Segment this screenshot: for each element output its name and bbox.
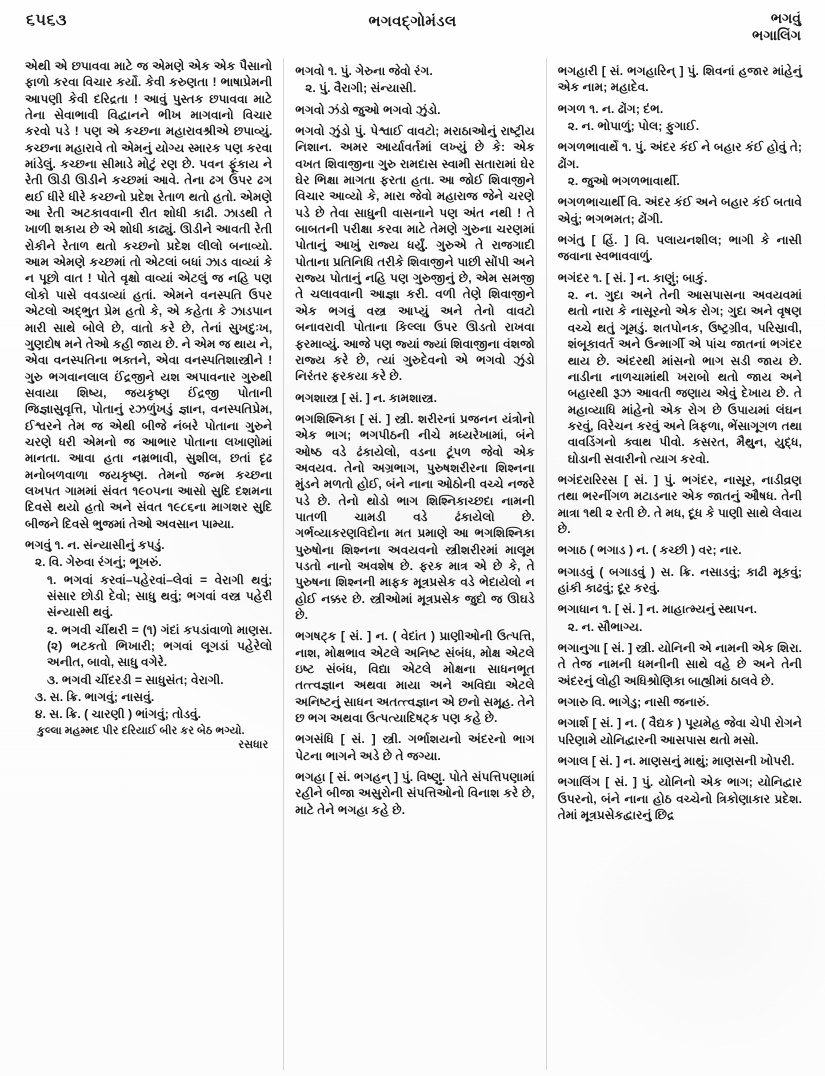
entry-sense: ૨. ન. ગુદા અને તેની આસપાસના અવયવમાં થતો નારા કે નાસૂરનો એક રોગ; ગુદા અને વૃષણ વચ્ચે થતું ગૂમડું. શતપોનક, ઉષ્ટ્રગ્રીવ, પરિસ્રાવી, શંબૂકાવર્ત અને ઉન્માર્ગી એ પાંચ જાતનાં ભગંદર થાય છે. અંદરથી માંસનો ભાગ સડી જાય છે. નાડીના નાળચામાંથી ખરાબો થતો જાય અને બહારથી રૂઝ આવતી જણાય એવું દેખાય છે. તે મહાવ્યાધિ માંહેનો એક રોગ છે ઉપાયમાં લંઘન કરવું, વિરેચન કરવું અને ત્રિફળા, ભેંસાગૂગળ તથા વાવડિંગનો ક્વાથ પીવો. કસરત, મૈથુન, યુદ્ધ, ઘોડાની સવારીનો ત્યાગ કરવો. [567, 288, 802, 466]
dictionary-entry: ભગારુ વિ. ભાગેડુ; નાસી જનારું. [557, 695, 710, 710]
page-folio-number: ૬૫૬૩ [26, 12, 68, 29]
entry-sense: ૨. ન. ભોપાળું; પોલ; ફુગાઈ. [567, 119, 700, 134]
book-title: ભગવદ્‌ગોમંડલ [368, 13, 457, 30]
entry-sense: ૩. સ. ક્રિ. ભાગવું; નાસવું. [35, 690, 155, 705]
column-2 [283, 58, 546, 1070]
dictionary-entry: ભગષટ્‌ક [ સં. ] ન. ( વેદાંત ) પ્રાણીઓની ઉત્પત્તિ, નાશ, મોક્ષભાવ એટલે અનિષ્ટ સંબંધ, મોક્ષ એટલે ઇષ્ટ સંબંધ, વિદ્યા એટલે મોક્ષના સાધનભૂત તત્ત્વજ્ઞાન અથવા માયા અને અવિદ્યા એટલે અનિષ્ટનું સાધન અતત્ત્વજ્ઞાન એ છનો સમૂહ. તેને છ ભગ અથવા ઉત્પત્યાદિષટ્‌ક પણ કહે છે. [295, 629, 535, 726]
dictionary-entry: ભગશિશ્નિકા [ સં. ] સ્ત્રી. શરીરનાં પ્રજનન યંત્રોનો એક ભાગ; ભગપીઠની નીચે મધ્યરેખામાં, બંને ઓષ્ઠ વડે ઢંકાયેલો, વડના ટૂંપળ જેવો એક અવયવ. તેનો અગ્રભાગ, પુરુષશરીરના શિશ્નના મુંડને મળતો હોઈ, બંને નાના ઓઠોની વચ્ચે નજરે પડે છે. તેનો થોડો ભાગ શિશ્નિકાચ્છદા નામની પાતળી ચામડી વડે ઢંકાયેલો છે. ગર્ભવ્યાકરણવિદોના મત પ્રમાણે આ ભગશિશ્નિકા પુરુષોના શિશ્નના અવયવનો સ્ત્રીશરીરમાં માલૂમ પડતો નાનો અવશેષ છે. ફરક માત્ર એ છે કે, તે પુરુષના શિશ્નની માફક મૂત્રપ્રસેક વડે ભેદાયેલો ન હોઈ નક્કર છે. સ્ત્રીઓમાં મૂત્રપ્રસેક જુદો જ ઊઘડે છે. [295, 411, 535, 622]
dictionary-entry: ભગાડવું ( બગાડવું ) સ. ક્રિ. નસાડવું; કાઢી મૂકવું; હાંકી કાઢવું; દૂર કરવું. [557, 564, 802, 595]
dictionary-entry: ભગળ ૧. ન. ઢોંગ; દંભ. [557, 101, 664, 116]
guide-word-last: ભગાલિંગ [752, 27, 801, 44]
dictionary-entry: ભગાનુગા [ સં. ] સ્ત્રી. યોનિની એ નામની એક શિરા. તે તેજ નામની ધમનીની સાથે વહે છે અને તેની અંદરનું લોહી અધિશ્રોણિકા બાહ્યીમાં ઠાલવે છે. [557, 641, 802, 688]
citation-quote: કુલ્લા મહમ્મદ પીર દરિયાઈ બીર કર બેઠ ભગ્યો. [37, 724, 245, 737]
citation-source: રસધાર [238, 739, 269, 752]
dictionary-entry: ભગાઠ ( ભગાડ ) ન. ( કચ્છી ) વર; નાર. [557, 543, 742, 558]
dictionary-entry: ભગવો ઝુંડો પું. પેશ્વાઈ વાવટો; મરાઠાઓનું રાષ્ટ્રીય નિશાન. અમર આર્યાવર્તમાં લખ્યું છે કે: એક વખત શિવાજીના ગુરુ રામદાસ સ્વામી સતારામાં ઘેર ઘેર ભિક્ષા માગતા ફરતા હતા. આ જોઈ શિવાજીને વિચાર આવ્યો કે, મારા જેવો મહારાજ જેને ચરણે પડે છે તેવા સાધુની વાસનાને પણ અંત નથી ! તે બાબતની પરીક્ષા કરવા માટે તેમણે ગુરુના ચરણમાં પોતાનું આખું રાજ્ય ધર્યું. ગુરુએ તે રાજગાદી પોતાના પ્રતિનિધિ તરીકે શિવાજીને પાછી સોંપી અને રાજ્ય પોતાનું નહિ પણ ગુરુજીનું છે, એમ સમજી તે ચલાવવાની આજ્ઞા કરી. વળી તેણે શિવાજીને એક ભગવું વસ્ત્ર આપ્યું અને તેનો વાવટો બનાવરાવી પોતાના કિલ્લા ઉપર ઊડતો રાખવા ફરમાવ્યું. આજે પણ જ્યાં જ્યાં શિવાજીના વંશજો રાજ્ય કરે છે, ત્યાં ગુરુદેવનો એ ભગવો ઝુંડો નિરંતર ફરકયા કરે છે. [295, 124, 535, 384]
dictionary-entry: ભગશાસ્ત્ર [ સં. ] ન. કામશાસ્ત્ર. [295, 390, 438, 405]
entry-sense: ૨. જુઓ ભગળભાવાર્થી. [567, 174, 680, 189]
dictionary-entry: ભગાલ [ સં. ] ન. માણસનું માથું; માણસની ખોપરી. [557, 754, 795, 769]
dictionary-entry: ભગંદરારિરસ [ સં. ] પું. ભગંદર, નાસૂર, નાડીવ્રણ તથા ભરનીંગળ મટાડનાર એક જાતનું ઔષધ. તેની માત્રા ૧થી ૨ રતી છે. તે મધ, દૂધ કે પાણી સાથે લેવાય છે. [557, 472, 802, 536]
entry-sense: ૨. ન. સૌભાગ્ય. [567, 619, 643, 634]
entry-sense: ૨. પું. વૈરાગી; સંન્યાસી. [305, 81, 417, 96]
dictionary-entry: ભગળભાવાર્થે ૧. પું. અંદર કંઈ ને બહાર કંઈ હોવું તે; ઢોંગ. [557, 140, 802, 171]
column-3 [547, 58, 813, 1070]
dictionary-entry: ભગાલિંગ [ સં. ] પું. યોનિનો એક ભાગ; યોનિદ્વાર ઉપરનો, બંને નાના હોઠ વચ્ચેનો ત્રિકોણાકાર પ્રદેશ. તેમાં મૂત્રપ્રસેકદ્વારનું છિદ્ર [557, 775, 802, 823]
dictionary-entry: ભગસંધિ [ સં. ] સ્ત્રી. ગર્ભાશયનો અંદરનો ભાગ પેટના ભાગને અડે છે તે જગ્યા. [295, 732, 535, 763]
dictionary-entry: ભગવો ૧. પું. ગેરુના જેવો રંગ. [295, 64, 433, 78]
dictionary-entry: ભગહારી [ સં. ભગહારિન્ ] પું. શિવનાં હજાર માંહેનું એક નામ; મહાદેવ. [557, 64, 802, 95]
narrative-paragraph: એથી એ છપાવવા માટે જ એમણે એક એક પૈસાનો ફાળો કરવા વિચાર કર્યો. કેવી કરુણતા ! ભાષાપ્રેમની આપણી કેવી દરિદ્રતા ! આવું પુસ્તક છપાવવા માટે તેના સેવાભાવી વિદ્વાનને ભીખ માગવાનો વિચાર કરવો પડે ! પણ એ કચ્છના મહારાવશ્રીએ છપાવ્યું. કચ્છના મહારાવે તો એમનું યોગ્ય સ્મારક પણ કરવા માંડેલું. કચ્છના સીમાડે મોટું રણ છે. પવન ફૂંકાય ને રેતી ઊડી ઊડીને કચ્છમાં આવે. તેના ઢગ ઉપર ઢગ થઈ ધીરે ધીરે કચ્છનો પ્રદેશ રેતાળ થતો હતો. એમણે આ રેતી અટકાવવાની રીત શોધી કાઢી. ઝાડથી તે ખાળી શકાય છે એ શોધી કાઢ્યું. ઊડીને આવતી રેતી રોકીને રેતાળ થતો કચ્છનો પ્રદેશ લીલો બનાવ્યો. આમ એમણે કચ્છમાં તો એટલાં બધાં ઝાડ વાવ્યાં કે ન પૂછો વાત ! પોતે વૃક્ષો વાવ્યાં એટલું જ નહિ પણ લોકો પાસે વવડાવ્યાં હતાં. એમને વનસ્પતિ ઉપર એટલો અદ્‌ભુત પ્રેમ હતો કે, એ કહેતા કે ઝાડપાન મારી સાથે બોલે છે, વાતો કરે છે, તેનાં સુખદુઃખ, ગુણદોષ મને તેઓ કહી જાય છે. ને એમ જ થાય ને, એવા વનસ્પતિના ભક્તને, એવા વનસ્પતિશાસ્ત્રીને ! ગુરુ ભગવાનલાલ ઈંદ્રજીને યશ અપાવનાર ગુરુથી સવાયા શિષ્ય, જયકૃષ્ણ ઈંદ્રજી પોતાની જિજ્ઞાસુવૃત્તિ, પોતાનું રઝળુંખડું જ્ઞાન, વનસ્પતિપ્રેમ, ઈશ્વરને તેમ જ એથી બીજે નંબરે પોતાના ગુરુને ચરણે ધરી એમનો જ આભાર પોતાના લખાણોમાં માનતા. આવા હતા નમ્રભાવી, સુશીલ, છતાં દૃઢ મનોબળવાળા જયકૃષ્ણ. તેમનો જન્મ કચ્છના લખપત ગામમાં સંવત ૧૯૦૫ના આસો સુદિ દશમના દિવસે થયો હતો અને સંવત ૧૯૮૬ના માગશર સુદિ બીજને દિવસે ભુજમાં તેઓ અવસાન પામ્યા. [25, 59, 273, 531]
running-head [0, 12, 825, 56]
entry-subsense: ૨. ભગવી ચીંથરી = (૧) ગંદાં કપડાંવાળો માણસ. (૨) ભટકતો ભિખારી; ભગવાં લૂગડાં પહેરેલો અનીત, બાવો, સાધુ વગેરે. [47, 622, 273, 670]
dictionary-entry: ભગંતુ [ હિં. ] વિ. પલાયનશીલ; ભાગી કે નાસી જવાના સ્વભાવવાળું. [557, 233, 802, 264]
dictionary-entry: ભગવું ૧. ન. સંન્યાસીનું કપડું. [25, 537, 165, 552]
guide-word-first: ભગવું [770, 10, 801, 26]
dictionary-entry: ભગંદર ૧. [ સં. ] ન. કાણું; બાકું. [557, 270, 708, 285]
entry-subsense: ૧. ભગવાં કરવાં–પહેરવાં–લેવાં = વેરાગી થવું; સંસાર છોડી દેવો; સાધુ થવું; ભગવાં વસ્ત્ર પહેરી સંન્યાસી થવું. [47, 572, 273, 620]
dictionary-entry: ભગહા [ સં. ભગહન્ ] પું. વિષ્ણુ. પોતે સંપત્તિપણામાં રહીને બીજા અસુરોની સંપત્તિઓનો વિનાશ કરે છે, માટે તેને ભગહા કહે છે. [295, 770, 535, 817]
entry-subsense: ૩. ભગવી ચીંદરડી = સાધુસંત; વેરાગી. [47, 672, 224, 687]
dictionary-entry: ભગાર્શ [ સં. ] ન. ( વૈદ્યક ) પૂયમેહ જેવા ચેપી રોગને પરિણામે યોનિદ્વારની આસપાસ થતો મસો. [557, 716, 802, 747]
entry-sense: ૪. સ. ક્રિ. ( ચારણી ) ભાંગવું; તોડવું. [35, 707, 201, 722]
guide-words [752, 10, 801, 44]
column-1 [14, 58, 283, 1070]
dictionary-entry: ભગવો ઝંડો જુઓ ભગવો ઝુંડો. [295, 102, 441, 117]
dictionary-entry: ભગળભાચાર્થી વિ. અંદર કંઈ અને બહાર કંઈ બતાવે એવું; ભગભમત; ઢોંગી. [557, 195, 802, 226]
dictionary-entry: ભગાધાન ૧. [ સં. ] ન. માહાત્મ્યનું સ્થાપન. [557, 602, 757, 617]
entry-sense: ૨. વિ. ગેરુવા રંગનું; ભૂખરું. [35, 555, 162, 570]
text-columns [14, 58, 813, 1070]
